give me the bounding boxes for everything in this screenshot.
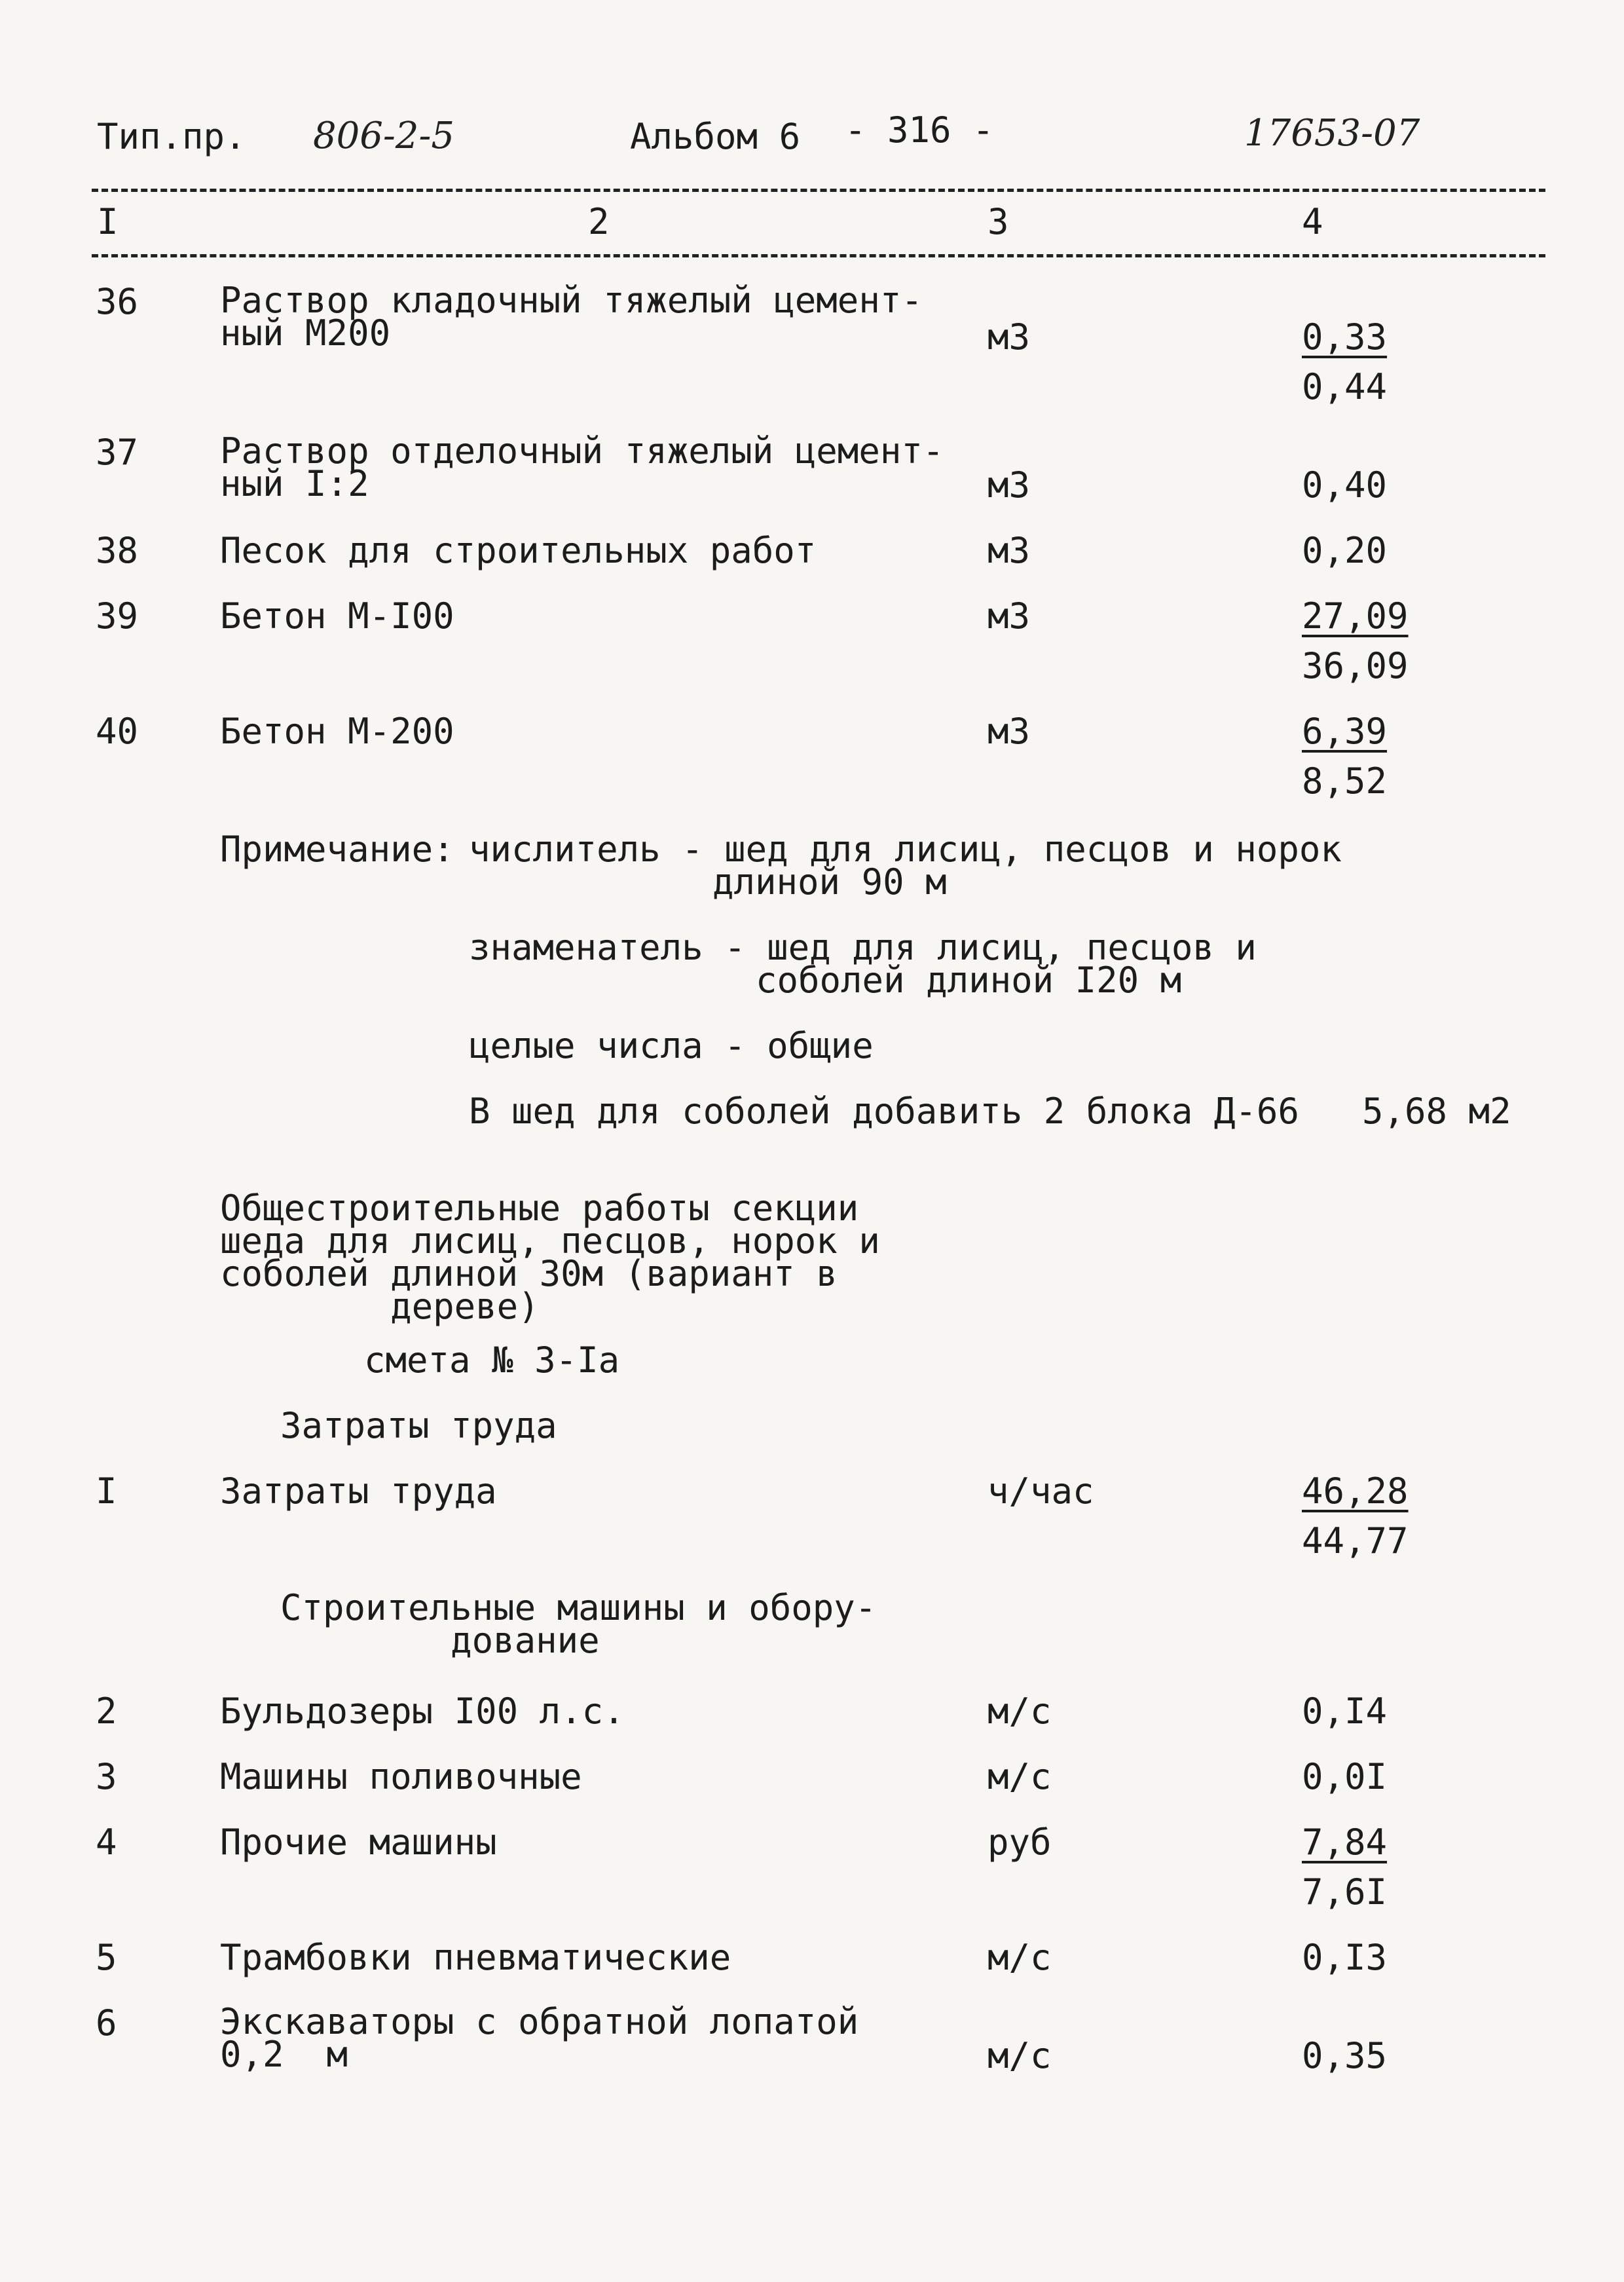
row-number: 3 xyxy=(96,1756,117,1797)
row-value-numerator: 27,09 xyxy=(1302,595,1409,637)
divider-top xyxy=(92,189,1545,192)
column-header-3: 3 xyxy=(987,201,1009,242)
row-value: 0,20 xyxy=(1302,530,1388,571)
row-value: 0,I3 xyxy=(1302,1937,1388,1978)
row-value: 0,40 xyxy=(1302,464,1388,506)
row-number: 37 xyxy=(96,432,139,473)
row-unit: м3 xyxy=(987,530,1031,571)
column-header-2: 2 xyxy=(588,201,610,242)
row-number: 39 xyxy=(96,595,139,637)
row-value-denominator: 8,52 xyxy=(1302,760,1388,802)
section-title: Общестроительные работы секции шеда для лисиц, песцов, норок и соболей длиной 30м (вариант в дереве) xyxy=(220,1188,880,1327)
row-value: 0,35 xyxy=(1302,2035,1388,2076)
row-value-denominator: 44,77 xyxy=(1302,1520,1409,1562)
note-denominator-line-cont: соболей длиной I20 м xyxy=(756,960,1182,1001)
row-unit: м3 xyxy=(987,711,1031,752)
row-name: Раствор кладочный тяжелый цемент- ный М200 xyxy=(220,280,923,354)
row-name: Экскаваторы с обратной лопатой 0,2 м xyxy=(220,2001,859,2075)
header-type-label: Тип.пр. xyxy=(97,116,246,157)
row-unit: м/с xyxy=(987,2035,1052,2076)
row-unit: м3 xyxy=(987,464,1031,506)
row-value: 0,I4 xyxy=(1302,1691,1388,1732)
divider-header xyxy=(92,254,1545,257)
row-value-numerator: 0,33 xyxy=(1302,316,1388,358)
note-sable-line: В шед для соболей добавить 2 блока Д-66 xyxy=(469,1091,1299,1132)
header-album: Альбом 6 xyxy=(630,116,801,157)
row-unit: м3 xyxy=(987,595,1031,637)
row-unit: ч/час xyxy=(987,1470,1094,1512)
row-name: Раствор отделочный тяжелый цемент- ный I:2 xyxy=(220,430,944,504)
row-name: Трамбовки пневматические xyxy=(220,1937,731,1978)
header-page-number: - 316 - xyxy=(845,109,994,151)
row-name: Затраты труда xyxy=(220,1470,497,1512)
row-number: 2 xyxy=(96,1691,117,1732)
row-value-denominator: 0,44 xyxy=(1302,366,1388,407)
row-value-numerator: 46,28 xyxy=(1302,1470,1409,1512)
row-value: 0,0I xyxy=(1302,1756,1388,1797)
row-value-numerator: 7,84 xyxy=(1302,1822,1388,1863)
subtitle-labor: Затраты труда xyxy=(280,1405,557,1446)
row-number: 36 xyxy=(96,281,139,322)
column-header-4: 4 xyxy=(1302,201,1323,242)
note-sable-value: 5,68 м2 xyxy=(1362,1091,1511,1132)
header-project-number: 806-2-5 xyxy=(313,115,454,157)
row-unit: м/с xyxy=(987,1756,1052,1797)
column-header-1: I xyxy=(97,201,119,242)
row-unit: м3 xyxy=(987,316,1031,358)
row-number: 4 xyxy=(96,1822,117,1863)
row-unit: м/с xyxy=(987,1937,1052,1978)
row-value-denominator: 36,09 xyxy=(1302,645,1409,686)
row-unit: м/с xyxy=(987,1691,1052,1732)
row-number: 38 xyxy=(96,530,139,571)
row-number: 6 xyxy=(96,2002,117,2044)
note-numerator-line: числитель - шед для лисиц, песцов и норок xyxy=(469,829,1342,870)
note-denominator-line: знаменатель - шед для лисиц, песцов и xyxy=(469,927,1257,968)
row-unit: руб xyxy=(987,1822,1052,1863)
estimate-number: смета № 3-Iа xyxy=(364,1339,620,1381)
row-name: Прочие машины xyxy=(220,1822,497,1863)
note-integers-line: целые числа - общие xyxy=(469,1025,874,1066)
note-numerator-line-cont: длиной 90 м xyxy=(712,861,947,903)
row-number: I xyxy=(96,1470,117,1512)
row-number: 40 xyxy=(96,711,139,752)
subtitle-machines: Строительные машины и обору- дование xyxy=(280,1587,877,1661)
row-name: Машины поливочные xyxy=(220,1756,582,1797)
row-name: Бульдозеры I00 л.с. xyxy=(220,1691,625,1732)
row-name: Бетон М-200 xyxy=(220,711,454,752)
row-value-numerator: 6,39 xyxy=(1302,711,1388,752)
note-label: Примечание: xyxy=(220,829,454,870)
row-name: Песок для строительных работ xyxy=(220,530,817,571)
header-document-number: 17653-07 xyxy=(1244,112,1420,155)
row-name: Бетон М-I00 xyxy=(220,595,454,637)
row-number: 5 xyxy=(96,1937,117,1978)
row-value-denominator: 7,6I xyxy=(1302,1871,1388,1913)
